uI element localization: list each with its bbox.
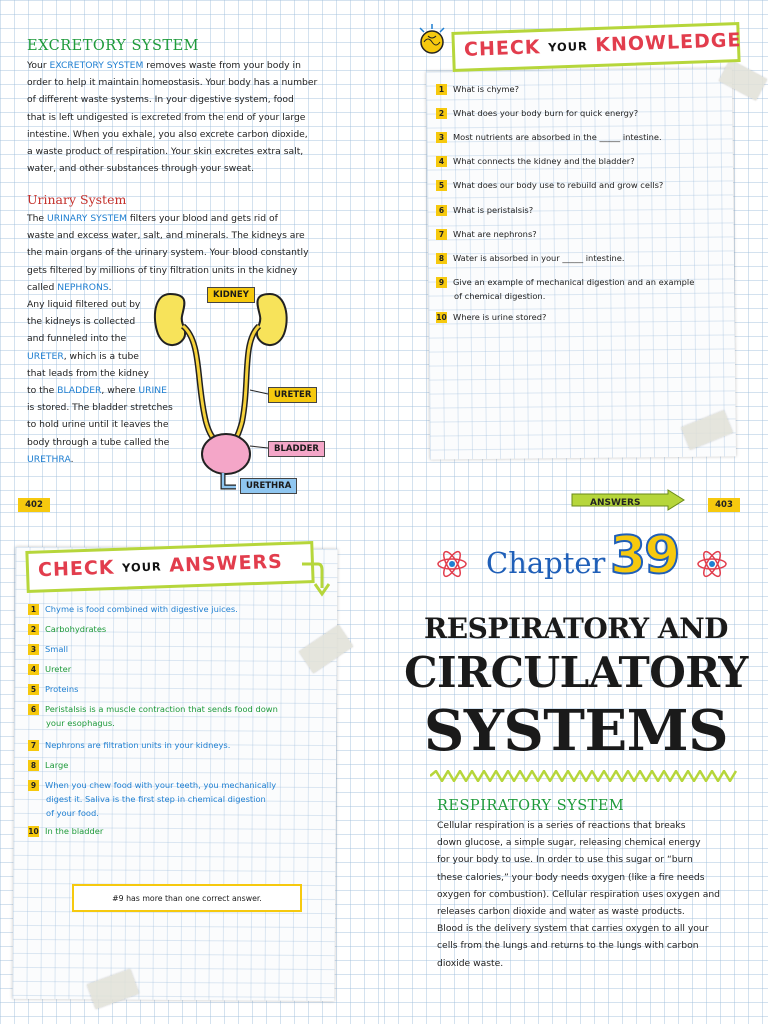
text-segment: that is left undigested is excreted from the end of your large bbox=[27, 111, 306, 123]
keyword: URINE bbox=[138, 385, 167, 397]
keyword: URINARY SYSTEM bbox=[47, 213, 127, 224]
answer-text: Chyme is food combined with digestive juices. bbox=[45, 604, 238, 614]
answer-number-badge: 6 bbox=[28, 704, 39, 715]
answer-text: Proteins bbox=[45, 684, 79, 694]
text-segment: and funneled into the bbox=[27, 333, 127, 345]
banner-your: YOUR bbox=[547, 39, 588, 55]
respiratory-heading: RESPIRATORY SYSTEM bbox=[437, 798, 625, 814]
question-item bbox=[436, 154, 736, 168]
text-segment: intestine. When you exhale, you also excrete carbon dioxide, bbox=[27, 128, 308, 140]
keyword: BLADDER bbox=[57, 385, 102, 397]
excretory-heading: EXCRETORY SYSTEM bbox=[27, 38, 200, 54]
question-text: What does your body burn for quick energy? bbox=[453, 108, 639, 118]
excretory-line bbox=[27, 91, 357, 108]
text-segment: order to help it maintain homeostasis. Your body has a number bbox=[27, 77, 318, 89]
respiratory-line: cells from the lungs and returns to the lungs with carbon bbox=[437, 940, 699, 952]
answer-text: Small bbox=[45, 644, 69, 654]
text-segment: a waste product of respiration. Your skin excretes extra salt, bbox=[27, 146, 304, 158]
excretory-line bbox=[27, 74, 357, 91]
respiratory-line: Cellular respiration is a series of reactions that breaks bbox=[437, 820, 686, 831]
kidney-label: KIDNEY bbox=[207, 287, 255, 303]
banner-check: CHECK bbox=[463, 36, 541, 61]
answer-text: Peristalsis is a muscle contraction that sends food down bbox=[45, 704, 278, 714]
question-text: What does our body use to rebuild and grow cells? bbox=[453, 180, 664, 190]
answer-note: #9 has more than one correct answer. bbox=[72, 884, 302, 912]
question-number-badge: 3 bbox=[436, 132, 447, 143]
urinary-line bbox=[27, 210, 357, 227]
question-number-badge: 8 bbox=[436, 253, 447, 264]
question-number-badge: 9 bbox=[436, 277, 447, 288]
question-item bbox=[436, 203, 736, 217]
answer-number-badge: 4 bbox=[28, 664, 39, 675]
answer-number-badge: 10 bbox=[28, 827, 39, 836]
question-list bbox=[436, 82, 736, 342]
text-segment: of different waste systems. In your digestive system, food bbox=[27, 94, 294, 106]
urinary-heading: Urinary System bbox=[27, 192, 127, 207]
urethra-label: URETHRA bbox=[240, 478, 297, 494]
chapter-number: 39 bbox=[610, 526, 679, 586]
keyword: NEPHRONS bbox=[57, 281, 109, 293]
keyword: URETHRA bbox=[27, 453, 71, 465]
banner-your: YOUR bbox=[121, 559, 162, 575]
question-item bbox=[436, 106, 736, 120]
respiratory-line: Blood is the delivery system that carries oxygen to all your bbox=[437, 923, 709, 935]
text-segment: body through a tube called the bbox=[27, 436, 170, 448]
question-text: Where is urine stored? bbox=[453, 312, 547, 322]
answer-item bbox=[28, 662, 328, 676]
question-text: Give an example of mechanical digestion and an example bbox=[453, 277, 695, 287]
answer-number-badge: 3 bbox=[28, 644, 39, 655]
banner-knowledge: KNOWLEDGE bbox=[594, 29, 742, 57]
page-number-403: 403 bbox=[708, 498, 740, 512]
answer-item bbox=[28, 642, 328, 656]
excretory-line bbox=[27, 109, 357, 126]
atom-icon bbox=[436, 548, 468, 580]
answer-number-badge: 2 bbox=[28, 624, 39, 635]
answer-item bbox=[28, 602, 328, 616]
curl-arrow-icon bbox=[300, 550, 330, 600]
chapter-word: Chapter bbox=[486, 546, 606, 580]
atom-icon bbox=[696, 548, 728, 580]
ureter-icon bbox=[183, 326, 259, 444]
text-segment: . bbox=[108, 281, 112, 293]
keyword: URETER bbox=[27, 350, 64, 362]
page-number-402: 402 bbox=[18, 498, 50, 512]
question-item bbox=[436, 178, 736, 192]
text-segment: gets filtered by millions of tiny filtration units in the kidney bbox=[27, 264, 298, 276]
respiratory-line: for your body to use. In order to use this sugar or “burn bbox=[437, 854, 693, 866]
answer-text: Large bbox=[45, 760, 69, 770]
chapter-39-page bbox=[384, 512, 768, 1024]
question-item bbox=[436, 310, 736, 324]
excretory-line bbox=[27, 160, 357, 177]
excretory-line bbox=[27, 126, 357, 143]
answer-number-badge: 5 bbox=[28, 684, 39, 695]
answers-tab[interactable]: ANSWERS bbox=[590, 498, 641, 508]
question-number-badge: 2 bbox=[436, 108, 447, 119]
chapter-title-line1: RESPIRATORY AND bbox=[424, 612, 728, 645]
answer-text: Carbohydrates bbox=[45, 624, 107, 634]
question-text: What is peristalsis? bbox=[453, 205, 534, 215]
respiratory-line: down glucose, a simple sugar, releasing chemical energy bbox=[437, 837, 701, 849]
answer-text: Ureter bbox=[45, 664, 72, 674]
answer-number-badge: 1 bbox=[28, 604, 39, 615]
urethra-icon bbox=[223, 473, 236, 487]
text-segment: Your bbox=[27, 60, 50, 71]
text-segment: is stored. The bladder stretches bbox=[27, 402, 173, 414]
question-text: What connects the kidney and the bladder? bbox=[453, 156, 635, 166]
kidney-left-icon bbox=[155, 294, 185, 345]
text-segment: that leads from the kidney bbox=[27, 367, 149, 379]
question-item bbox=[436, 227, 736, 241]
question-number-badge: 7 bbox=[436, 229, 447, 240]
urinary-line bbox=[27, 244, 357, 261]
question-item bbox=[436, 82, 736, 96]
respiratory-paragraph bbox=[437, 817, 757, 972]
text-segment: to hold urine until it leaves the bbox=[27, 419, 169, 431]
answer-item bbox=[28, 778, 328, 820]
question-number-badge: 5 bbox=[436, 180, 447, 191]
page-403 bbox=[384, 0, 768, 512]
check-answers-page bbox=[0, 512, 384, 1024]
answer-text: When you chew food with your teeth, you mechanically bbox=[45, 780, 277, 790]
urinary-line bbox=[27, 262, 357, 279]
question-item bbox=[436, 251, 736, 265]
answer-text: Nephrons are filtration units in your kidneys. bbox=[45, 740, 231, 750]
answer-text-continued: digest it. Saliva is the first step in chemical digestion bbox=[46, 794, 266, 804]
keyword: EXCRETORY SYSTEM bbox=[49, 60, 144, 71]
text-segment: the kidneys is collected bbox=[27, 316, 136, 328]
text-segment: The bbox=[27, 213, 48, 224]
question-text: Water is absorbed in your _____ intestine. bbox=[453, 253, 625, 263]
excretory-paragraph bbox=[27, 57, 357, 177]
question-text: What are nephrons? bbox=[453, 229, 537, 239]
answer-item bbox=[28, 824, 328, 838]
chapter-title-line2: CIRCULATORY bbox=[404, 648, 748, 697]
page-402 bbox=[0, 0, 384, 512]
text-segment: waste and excess water, salt, and minerals. The kidneys are bbox=[27, 230, 305, 242]
question-number-badge: 10 bbox=[436, 313, 447, 322]
banner-check: CHECK bbox=[37, 556, 115, 582]
question-item bbox=[436, 275, 736, 303]
question-text: What is chyme? bbox=[453, 84, 520, 94]
text-segment: the main organs of the urinary system. Your blood constantly bbox=[27, 247, 309, 259]
text-segment: water, and other substances through your sweat. bbox=[27, 163, 255, 175]
ureter-label: URETER bbox=[268, 387, 317, 403]
question-item bbox=[436, 130, 736, 144]
text-segment: called bbox=[27, 281, 58, 293]
question-text: Most nutrients are absorbed in the _____ intestine. bbox=[453, 132, 662, 142]
answer-item bbox=[28, 682, 328, 696]
answer-text-continued: of your food. bbox=[46, 808, 99, 818]
text-segment: , where bbox=[101, 385, 139, 397]
text-segment: , which is a tube bbox=[63, 350, 139, 362]
answer-item bbox=[28, 702, 328, 730]
question-number-badge: 4 bbox=[436, 156, 447, 167]
kidney-right-icon bbox=[257, 294, 287, 345]
text-segment: removes waste from your body in bbox=[143, 60, 301, 71]
bladder-icon bbox=[202, 434, 250, 474]
answer-text: In the bladder bbox=[45, 826, 104, 836]
text-segment: filters your blood and gets rid of bbox=[126, 213, 278, 224]
title-underline-zigzag bbox=[430, 770, 740, 782]
question-text-continued: of chemical digestion. bbox=[454, 291, 546, 301]
answer-item bbox=[28, 758, 328, 772]
respiratory-line: these calories,” your body needs oxygen (like a fire needs bbox=[437, 871, 705, 883]
respiratory-line: releases carbon dioxide and water as waste products. bbox=[437, 906, 685, 918]
bladder-label: BLADDER bbox=[268, 441, 325, 457]
answer-number-badge: 8 bbox=[28, 760, 39, 771]
urinary-line bbox=[27, 227, 357, 244]
chapter-title-line3: SYSTEMS bbox=[423, 698, 729, 764]
excretory-line bbox=[27, 57, 357, 74]
answer-number-badge: 7 bbox=[28, 740, 39, 751]
answer-item bbox=[28, 622, 328, 636]
excretory-line bbox=[27, 143, 357, 160]
text-segment: . bbox=[70, 453, 74, 465]
question-number-badge: 1 bbox=[436, 84, 447, 95]
answer-number-badge: 9 bbox=[28, 780, 39, 791]
answer-item bbox=[28, 738, 328, 752]
text-segment: to the bbox=[27, 385, 58, 397]
brain-icon bbox=[414, 22, 450, 58]
answer-list bbox=[28, 602, 328, 852]
banner-answers: ANSWERS bbox=[168, 550, 284, 577]
text-segment: Any liquid filtered out by bbox=[27, 299, 141, 310]
respiratory-line: oxygen for combustion). Cellular respiration uses oxygen and bbox=[437, 888, 720, 900]
question-number-badge: 6 bbox=[436, 205, 447, 216]
respiratory-line: dioxide waste. bbox=[437, 957, 504, 969]
answer-text-continued: your esophagus. bbox=[46, 718, 115, 728]
